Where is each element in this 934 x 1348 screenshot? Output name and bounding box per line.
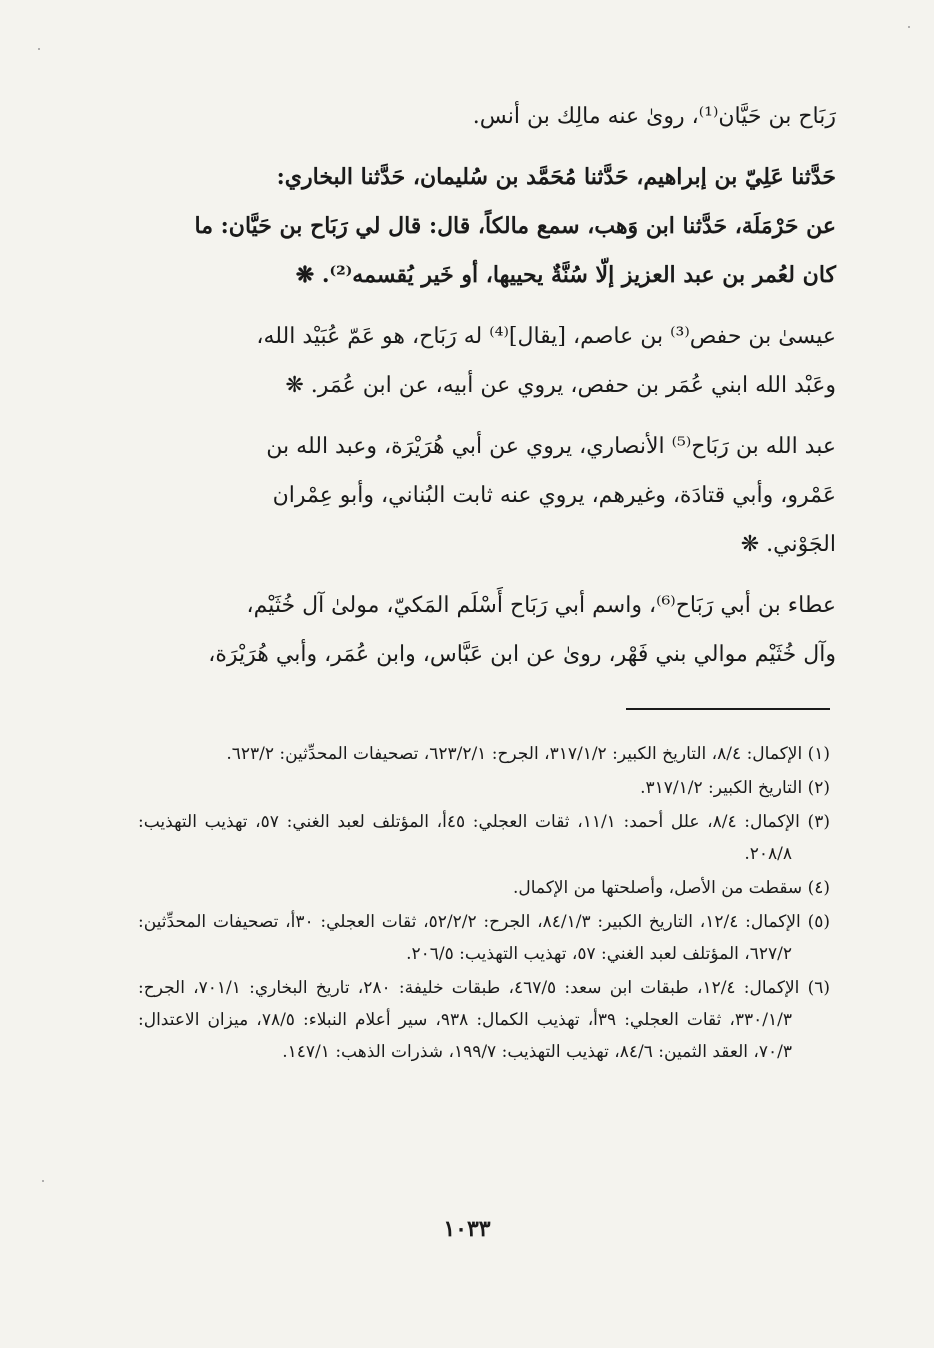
entry-isa-ibn-hafs bbox=[138, 312, 836, 410]
footnote-6: (٦) الإكمال: ١٢/٤، طبقات ابن سعد: ٤٦٧/٥، طبقات خليفة: ٢٨٠، تاريخ البخاري: ٧٠١/١، الجرح: ٣٣٠/١/٣، ثقات العجلي: ٣٩أ، تهذيب الكمال: ٩٣٨، سير أعلام النبلاء: ٧٨/٥، ميزان الاعتدال: ٧٠/٣، العقد الثمين: ٨٤/٦، تهذيب التهذيب: ١٩٩/٧، شذرات الذهب: ١٤٧/١. bbox=[138, 978, 830, 1062]
entry-line: عَمْرو، وأبي قتادَة، وغيرهم، يروي عنه ثابت البُناني، وأبو عِمْران bbox=[272, 483, 836, 508]
footnote-2: (٢) التاريخ الكبير: ٣١٧/١/٢. bbox=[640, 778, 830, 798]
footnote-1: (١) الإكمال: ٨/٤، التاريخ الكبير: ٣١٧/١/٢، الجرح: ٦٢٣/٢/١، تصحيفات المحدِّثين: ٦٢٣/٢. bbox=[226, 744, 830, 764]
entry-line: وآل خُثَيْم موالي بني فَهْر، روىٰ عن ابن عَبَّاس، وابن عُمَر، وأبي هُرَيْرَة، bbox=[208, 642, 836, 667]
scan-speck bbox=[38, 48, 40, 50]
entry-line: كان لعُمر بن عبد العزيز إلّا سُنَّةٌ يحييها، أو خَير يُقسمه⁽²⁾. ❋ bbox=[295, 262, 836, 288]
entry-ata-ibn-abi-rabah bbox=[138, 581, 836, 679]
entry-line: عطاء بن أبي رَبَاح⁽⁶⁾، واسم أبي رَبَاح أَسْلَم المَكيّ، مولىٰ آل خُثَيْم، bbox=[246, 593, 836, 618]
entry-line: رَبَاح بن حَيَّان⁽¹⁾، روىٰ عنه مالِك بن أنس. bbox=[472, 104, 836, 129]
scan-speck bbox=[42, 1180, 44, 1182]
entry-isnad-narration bbox=[138, 153, 836, 300]
entry-abdullah-ibn-rabah bbox=[138, 422, 836, 569]
entry-line: عيسىٰ بن حفص⁽³⁾ بن عاصم، [يقال]⁽⁴⁾ له رَبَاح، هو عَمّ عُبَيْد الله، bbox=[256, 324, 836, 349]
entry-line: الجَوْني. ❋ bbox=[740, 532, 836, 557]
footnotes bbox=[138, 738, 830, 1070]
footnote-3: (٣) الإكمال: ٨/٤، علل أحمد: ١١/١، ثقات العجلي: ٤٥أ، المؤتلف لعبد الغني: ٥٧، تهذيب التهذيب: ٢٠٨/٨. bbox=[138, 812, 830, 864]
scan-speck bbox=[908, 26, 910, 28]
entry-line: وعَبْد الله ابني عُمَر بن حفص، يروي عن أبيه، عن ابن عُمَر. ❋ bbox=[285, 373, 836, 398]
footnote-5: (٥) الإكمال: ١٢/٤، التاريخ الكبير: ٨٤/١/٣، الجرح: ٥٢/٢/٢، ثقات العجلي: ٣٠أ، تصحيفات المحدِّثين: ٦٢٧/٢، المؤتلف لعبد الغني: ٥٧، تهذيب التهذيب: ٢٠٦/٥. bbox=[138, 912, 830, 964]
entry-line: عبد الله بن رَبَاح⁽⁵⁾ الأنصاري، يروي عن أبي هُرَيْرَة، وعبد الله بن bbox=[266, 434, 836, 459]
page-number: ١٠٣٣ bbox=[443, 1216, 491, 1242]
footnote-separator bbox=[626, 708, 830, 710]
entry-rabah-ibn-hayyan bbox=[138, 92, 836, 141]
main-text bbox=[138, 92, 836, 691]
entry-line: حَدَّثنا عَلِيّ بن إبراهيم، حَدَّثنا مُحَمَّد بن سُليمان، حَدَّثنا البخاري: bbox=[276, 164, 836, 190]
entry-line: عن حَرْمَلَة، حَدَّثنا ابن وَهب، سمع مالكاً، قال: قال لي رَبَاح بن حَيَّان: ما bbox=[194, 213, 836, 239]
footnote-4: (٤) سقطت من الأصل، وأصلحتها من الإكمال. bbox=[512, 878, 830, 898]
